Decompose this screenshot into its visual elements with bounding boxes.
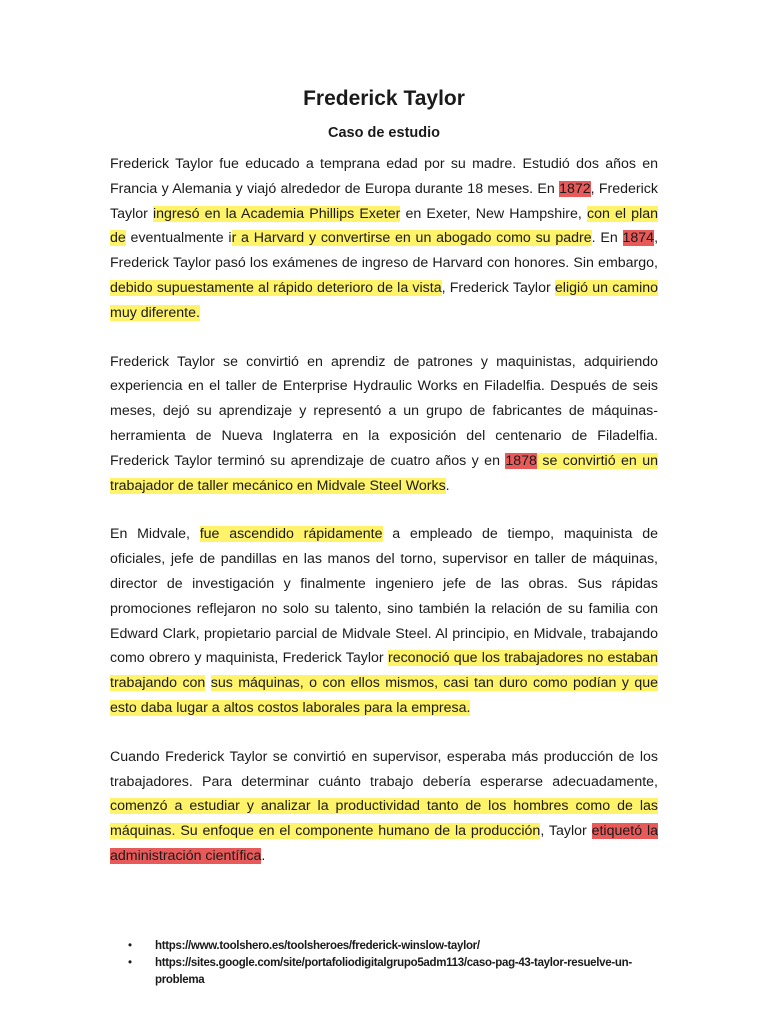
- text-run: , Frederick Taylor: [110, 180, 658, 222]
- reference-item: [128, 955, 658, 989]
- paragraph: [110, 350, 658, 499]
- highlighted-text: eligió un camino muy diferente.: [110, 279, 658, 321]
- highlighted-text: ingresó en la Academia Phillips Exeter: [153, 205, 401, 222]
- highlighted-text: reconoció que los trabajadores no estaban trabajando con: [110, 650, 659, 692]
- reference-list: [128, 938, 658, 989]
- highlighted-text-red: etiquetó la administración científica: [110, 823, 658, 864]
- paragraph: [110, 152, 658, 326]
- document-title: Frederick Taylor: [303, 87, 465, 110]
- reference-link[interactable]: https://sites.google.com/site/portafoliodigitalgrupo5adm113/caso-pag-43-taylor-resuelve-un-problema: [155, 957, 632, 986]
- text-run: , Frederick Taylor pasó los exámenes de ingreso de Harvard con honores. Sin embargo,: [110, 230, 659, 272]
- document-page: [110, 84, 658, 869]
- highlighted-text: se convirtió en un trabajador de taller mecánico en Midvale Steel Works: [110, 452, 658, 494]
- bullet-icon: •: [128, 957, 133, 969]
- highlighted-text-red: 1874: [622, 230, 655, 247]
- highlighted-text: r a Harvard y convertirse en un abogado como su padre: [231, 230, 592, 247]
- text-run: Cuando Frederick Taylor se convirtió en supervisor, esperaba más producción de los trabajadores. Para determinar cuánto trabajo debería esperarse adecuadamente,: [110, 748, 658, 790]
- text-run: , Frederick Taylor: [441, 279, 555, 296]
- text-run: .: [261, 847, 266, 864]
- text-run: .: [445, 477, 450, 494]
- highlighted-text: sus máquinas, o con ellos mismos, casi tan duro como podían y que esto daba lugar a altos costos laborales para la empresa.: [110, 675, 658, 716]
- text-run: [205, 675, 210, 691]
- bullet-icon: •: [128, 940, 133, 952]
- reference-item: [128, 938, 658, 955]
- highlighted-text-red: 1872: [559, 180, 591, 197]
- text-run: Frederick Taylor se convirtió en aprendiz de patrones y maquinistas, adquiriendo experiencia en el taller de Enterprise Hydraulic Works en Filadelfia. Después de seis meses, dejó su aprendizaje y representó a un grupo de fabricantes de máquinas-herramienta de Nueva Inglaterra en la exposición del centenario de Filadelfia. Frederick Taylor terminó su aprendizaje de cuatro años y en: [110, 353, 658, 469]
- paragraph: [110, 745, 658, 869]
- highlighted-text: debido supuestamente al rápido deterioro de la vista: [110, 279, 442, 296]
- text-run: eventualmente i: [125, 230, 232, 247]
- highlighted-text-red: 1878: [505, 452, 537, 469]
- paragraph: [110, 522, 658, 720]
- reference-link[interactable]: https://www.toolshero.es/toolsheroes/frederick-winslow-taylor/: [155, 940, 480, 952]
- highlighted-text: fue ascendido rápidamente: [199, 526, 383, 543]
- text-run: Frederick Taylor fue educado a temprana edad por su madre. Estudió dos años en Francia y Alemania y viajó alrededor de Europa durante 18 meses. En: [110, 156, 658, 197]
- document-subtitle: Caso de estudio: [328, 125, 440, 141]
- text-run: . En: [591, 230, 623, 247]
- text-run: En Midvale,: [110, 526, 200, 543]
- highlighted-text: comenzó a estudiar y analizar la productividad tanto de los hombres como de las máquinas. Su enfoque en el componente humano de la producción: [110, 798, 658, 840]
- text-run: en Exeter, New Hampshire,: [400, 205, 587, 222]
- highlighted-text: con el plan de: [110, 205, 659, 247]
- text-run: a empleado de tiempo, maquinista de oficiales, jefe de pandillas en las manos del torno, supervisor en taller de máquinas, director de investigación y finalmente ingeniero jefe de las obras. Sus rápidas promociones reflejaron no solo su talento, sino también la relación de su familia con Edward Clark, propietario parcial de Midvale Steel. Al principio, en Midvale, trabajando como obrero y maquinista, Frederick Taylor: [110, 526, 658, 667]
- text-run: , Taylor: [540, 823, 592, 840]
